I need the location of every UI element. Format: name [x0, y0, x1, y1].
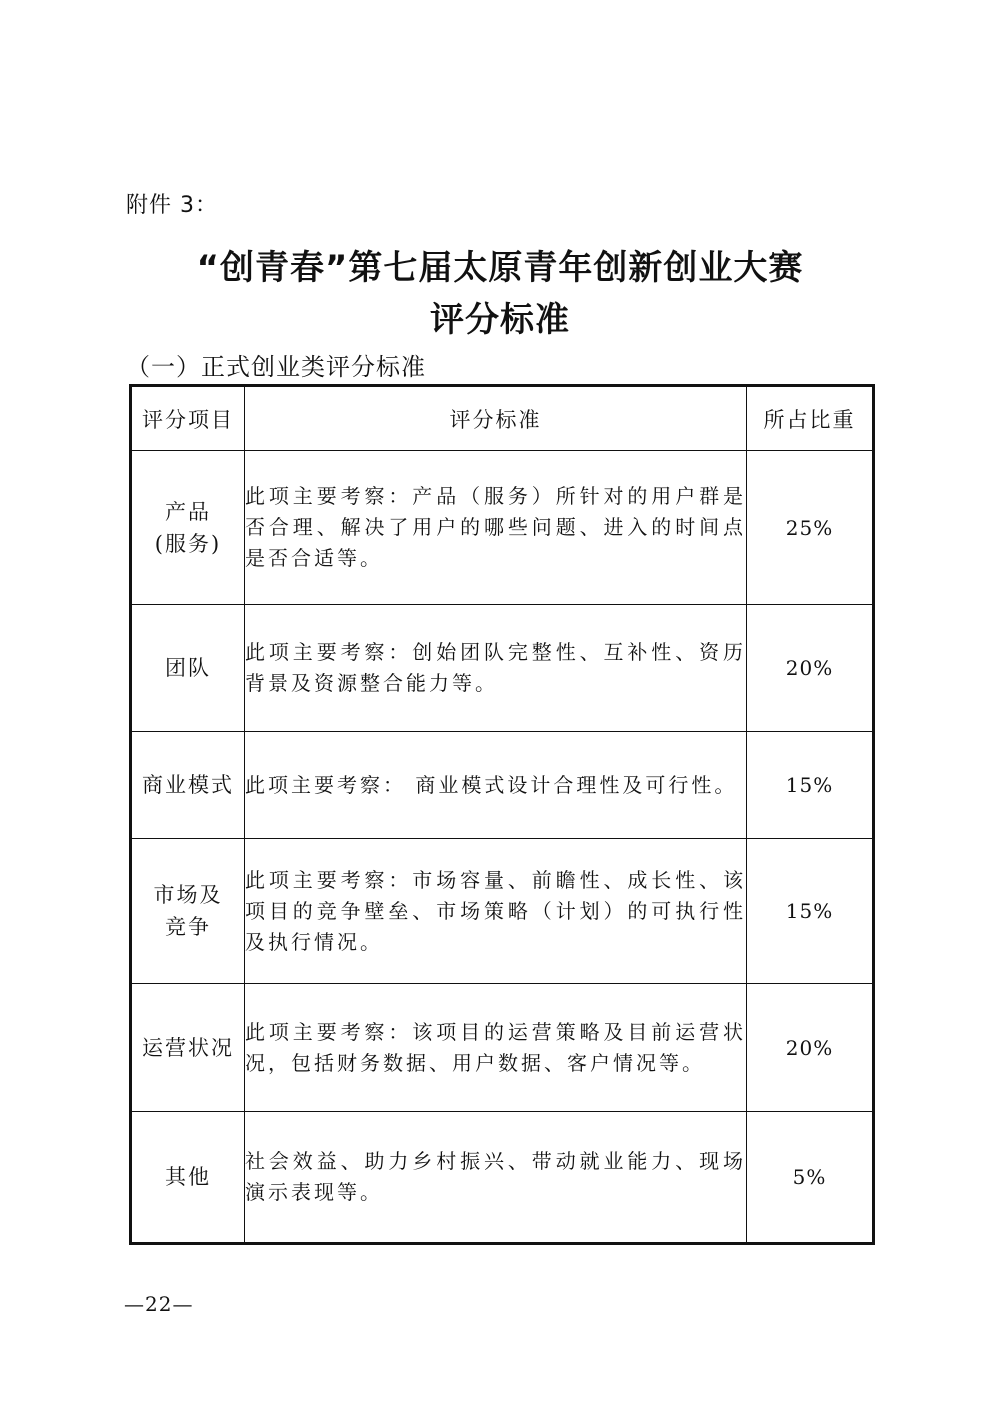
section-heading: （一）正式创业类评分标准: [126, 353, 426, 381]
scoring-table: [129, 384, 875, 1245]
document-title: “创青春”第七届太原青年创新创业大赛: [196, 248, 804, 288]
row-weight: 5%: [747, 1112, 874, 1244]
header-weight: 所占比重: [747, 386, 874, 451]
document-subtitle: 评分标准: [430, 300, 570, 340]
row-weight: 20%: [747, 605, 874, 732]
row-weight: 15%: [747, 839, 874, 984]
table-row: [131, 1112, 874, 1244]
table-row: [131, 732, 874, 839]
row-criteria: 此项主要考察：产品（服务）所针对的用户群是否合理、解决了用户的哪些问题、进入的时间点是否合适等。: [245, 451, 747, 605]
row-item: 其他: [131, 1112, 245, 1244]
row-item: [131, 451, 245, 605]
table-row: [131, 984, 874, 1112]
header-criteria: 评分标准: [245, 386, 747, 451]
row-criteria: 此项主要考察： 商业模式设计合理性及可行性。: [245, 732, 747, 839]
row-criteria: 此项主要考察：该项目的运营策略及目前运营状况，包括财务数据、用户数据、客户情况等。: [245, 984, 747, 1112]
row-weight: 15%: [747, 732, 874, 839]
row-weight: 20%: [747, 984, 874, 1112]
row-item-text: 产品 (服务): [154, 499, 222, 556]
header-item: 评分项目: [131, 386, 245, 451]
row-criteria: 此项主要考察：创始团队完整性、互补性、资历背景及资源整合能力等。: [245, 605, 747, 732]
row-item: 商业模式: [131, 732, 245, 839]
row-weight: 25%: [747, 451, 874, 605]
row-criteria: 社会效益、助力乡村振兴、带动就业能力、现场演示表现等。: [245, 1112, 747, 1244]
table-row: [131, 839, 874, 984]
row-item-text: 市场及 竞争: [153, 883, 223, 939]
page-number: —22—: [124, 1292, 194, 1316]
row-item: [131, 839, 245, 984]
row-item: 团队: [131, 605, 245, 732]
row-item: 运营状况: [131, 984, 245, 1112]
table-header-row: [131, 386, 874, 451]
table-row: [131, 605, 874, 732]
row-criteria: 此项主要考察：市场容量、前瞻性、成长性、该项目的竞争壁垒、市场策略（计划）的可执行性及执行情况。: [245, 839, 747, 984]
table-row: [131, 451, 874, 605]
attachment-label: 附件 3：: [126, 193, 218, 218]
